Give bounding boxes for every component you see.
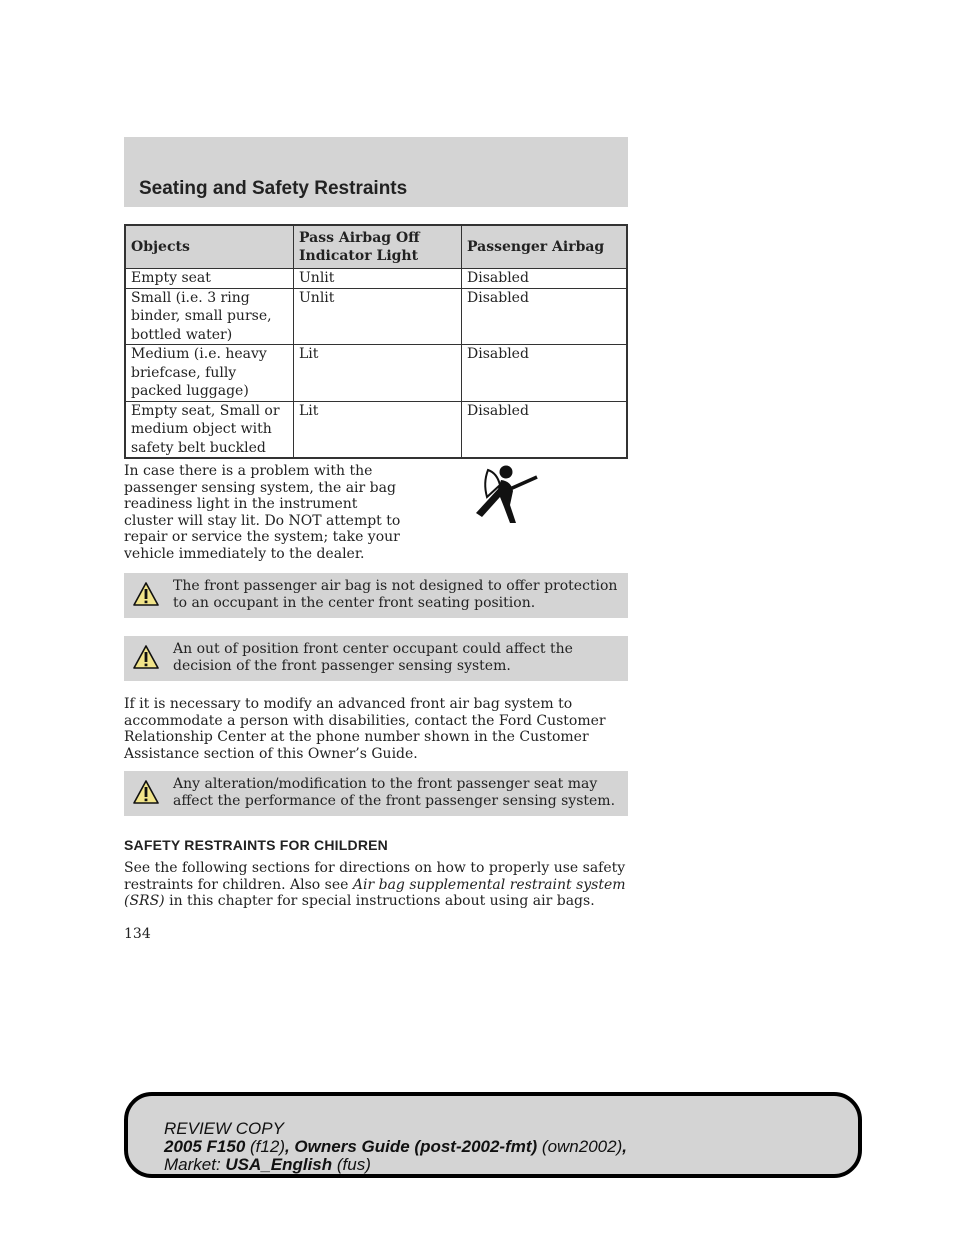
warning-triangle-icon bbox=[133, 779, 159, 805]
cross-reference-link: Air bag supplemental restraint system (SRS) bbox=[124, 876, 626, 909]
column-header: Objects bbox=[125, 225, 294, 269]
warning-callout bbox=[124, 771, 628, 816]
review-label: REVIEW COPY bbox=[164, 1119, 284, 1138]
section-header-band bbox=[124, 137, 628, 207]
warning-text: The front passenger air bag is not designed to offer protection to an occupant in the center front seating position. bbox=[173, 578, 618, 611]
table-cell: Unlit bbox=[294, 269, 462, 289]
table-cell: Lit bbox=[294, 401, 462, 458]
table-cell: Empty seat bbox=[125, 269, 294, 289]
warning-triangle-icon bbox=[133, 644, 159, 670]
page-title: Seating and Safety Restraints bbox=[139, 178, 408, 199]
footer-text bbox=[164, 1120, 627, 1174]
table-row bbox=[125, 401, 627, 458]
warning-text: An out of position front center occupant could affect the decision of the front passenger sensing system. bbox=[173, 641, 573, 674]
children-text: in this chapter for special instructions about using air bags. bbox=[164, 893, 595, 909]
children-paragraph bbox=[124, 860, 628, 910]
table-cell: Medium (i.e. heavy briefcase, fully packed luggage) bbox=[125, 345, 294, 402]
warning-callout bbox=[124, 573, 628, 618]
table-cell: Lit bbox=[294, 345, 462, 402]
table-cell: Disabled bbox=[462, 288, 628, 345]
table-cell: Disabled bbox=[462, 269, 628, 289]
table-cell: Disabled bbox=[462, 401, 628, 458]
table-cell: Disabled bbox=[462, 345, 628, 402]
footer-model-line: 2005 F150 (f12), Owners Guide (post-2002-fmt) (own2002), bbox=[164, 1137, 627, 1156]
airbag-readiness-icon bbox=[470, 465, 542, 527]
children-text: See the following sections for directions on how to properly use safety restraints for children. Also see bbox=[124, 860, 626, 893]
table-cell: Unlit bbox=[294, 288, 462, 345]
sensing-system-paragraph: In case there is a problem with the passenger sensing system, the air bag readiness light in the instrument cluster will stay lit. Do NOT attempt to repair or service the system; take your vehicle immediately to the dealer. bbox=[124, 463, 401, 562]
table-row bbox=[125, 288, 627, 345]
review-copy-footer bbox=[124, 1092, 862, 1178]
section-heading: SAFETY RESTRAINTS FOR CHILDREN bbox=[124, 837, 388, 853]
table-cell: Empty seat, Small or medium object with safety belt buckled bbox=[125, 401, 294, 458]
warning-text: Any alteration/modification to the front passenger seat may affect the performance of the front passenger sensing system. bbox=[173, 776, 616, 809]
airbag-status-table bbox=[124, 224, 628, 459]
table-row bbox=[125, 269, 627, 289]
column-header: Passenger Airbag bbox=[462, 225, 628, 269]
disabilities-paragraph: If it is necessary to modify an advanced front air bag system to accommodate a person with disabilities, contact the Ford Customer Relationship Center at the phone number shown in the Customer Assistance section of this Owner’s Guide. bbox=[124, 696, 606, 762]
warning-callout bbox=[124, 636, 628, 681]
page-number: 134 bbox=[124, 926, 151, 942]
table-cell: Small (i.e. 3 ring binder, small purse, bottled water) bbox=[125, 288, 294, 345]
footer-market-line: Market: USA_English (fus) bbox=[164, 1155, 371, 1174]
table-header-row bbox=[125, 225, 627, 269]
table-row bbox=[125, 345, 627, 402]
column-header: Pass Airbag Off Indicator Light bbox=[294, 225, 462, 269]
warning-triangle-icon bbox=[133, 581, 159, 607]
